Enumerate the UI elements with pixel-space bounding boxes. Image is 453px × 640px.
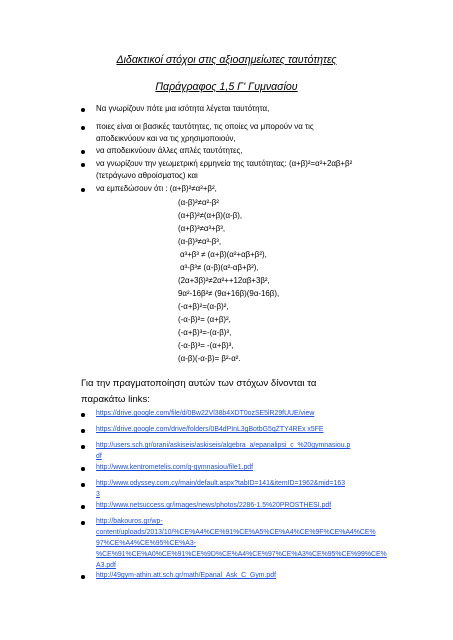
bullet-dot xyxy=(81,126,85,130)
page-title: Διδακτικοί στόχοι στις αξιοσημείωτες ταυτότητες xyxy=(116,54,337,66)
link-drive-folder[interactable]: https://drive.google.com/drive/folders/0B4dPInL3gBotbG5qZTY4REx x5FE xyxy=(96,426,324,433)
links-intro: Για την πραγματοποίηση αυτών των στόχων δίνονται τα xyxy=(81,378,317,389)
link-netsuccess[interactable]: http://www.netsuccess.gr/images/news/photos/2286-1.5%20PROSTHESI.pdf xyxy=(96,502,332,509)
bullet-text-continued: (τετράγωνο αθροίσματος) και xyxy=(96,171,198,180)
identity-line: (-α-β)³= -(α+β)³, xyxy=(178,341,234,350)
link-bullet xyxy=(81,575,85,579)
bullet-dot xyxy=(81,188,85,192)
bullet-text: να γνωρίζουν την γεωμετρική ερμηνεία της ταυτότητας: (α+β)²=α²+2αβ+β² xyxy=(96,159,353,168)
identity-line: 9α²-16β²≠ (9α+16β)(9α-16β), xyxy=(178,289,280,298)
identity-line: (α-β)(-α-β)= β²-α². xyxy=(178,354,241,363)
bullet-text: να αποδεικνύουν άλλες απλές ταυτότητες, xyxy=(96,146,243,155)
link-users-sch[interactable]: http://users.sch.gr/orani/askiseis/askiseis/algebra_a/epanalipsi_c_%20gymnasiou.p xyxy=(96,442,351,449)
identity-line: (α+β)²≠(α+β)(α-β), xyxy=(178,211,243,220)
bullet-text-continued: αποδεικνύουν και να τις χρησιμοποιούν, xyxy=(96,134,236,143)
identity-line: α³+β³ ≠ (α+β)(α²+αβ+β²), xyxy=(180,250,267,259)
identity-line: (-α-β)²= (α+β)², xyxy=(178,315,231,324)
link-bullet xyxy=(81,505,85,509)
bullet-dot xyxy=(81,108,85,112)
bullet-text: ποιες είναι οι βασικές ταυτότητες, τις οποίες να μπορούν να τις xyxy=(96,122,314,131)
link-bullet xyxy=(81,445,85,449)
identity-line: (-α+β)²=(α-β)², xyxy=(178,302,229,311)
link-bakouros-continued[interactable]: content/uploads/2013/10/%CE%A4%CE%91%CE%A5%CE%A4%CE%9F%CE%A4%CE% xyxy=(96,529,376,536)
identity-line: (-α+β)³=-(α-β)³, xyxy=(178,328,232,337)
link-bullet xyxy=(81,483,85,487)
link-bullet xyxy=(81,467,85,471)
link-bakouros-continued[interactable]: 97%CE%A4%CE%95%CE%A3- xyxy=(96,540,196,547)
bullet-dot xyxy=(81,150,85,154)
bullet-dot xyxy=(81,163,85,167)
link-users-sch-continued[interactable]: df xyxy=(96,453,102,460)
identity-line: (2α+3β)²≠2α²++12αβ+3β², xyxy=(178,276,270,285)
link-kentrometelis[interactable]: http://www.kentrometelis.com/g-gymnasiou/file1.pdf xyxy=(96,464,254,471)
identity-line: α³-β³≠ (α-β)(α²-αβ+β²), xyxy=(180,263,259,272)
link-49gym[interactable]: http://49gym-athin.att.sch.gr/math/Epanal_Ask_C_Gym.pdf xyxy=(96,572,277,579)
page-subtitle: Παράγραφος 1,5 Γ' Γυμνασίου xyxy=(155,81,298,93)
identity-line: (α+β)³≠α³+β³, xyxy=(178,224,226,233)
bullet-text: να εμπεδώσουν ότι : (α+β)²≠α²+β², xyxy=(96,184,217,193)
link-bakouros[interactable]: http://bakouros.gr/wp- xyxy=(96,518,163,525)
link-bakouros-continued[interactable]: A3.pdf xyxy=(96,562,116,569)
link-bullet xyxy=(81,413,85,417)
link-drive-file[interactable]: https://drive.google.com/file/d/0Bw22Vl38b4XDT0ozSE5lR29fUUE/view xyxy=(96,410,315,417)
link-odyssey-continued[interactable]: 3 xyxy=(96,491,100,498)
link-bullet xyxy=(81,521,85,525)
link-bakouros-continued[interactable]: %CE%91%CE%A0%CE%91%CE%9D%CE%A4%CE%97%CE%A3%CE%95%CE%99%CE% xyxy=(96,551,387,558)
identity-line: (α-β)²≠α²-β² xyxy=(178,198,219,207)
link-bullet xyxy=(81,429,85,433)
link-odyssey[interactable]: http://www.odyssey.com.cy/main/default.aspx?tabID=141&itemID=1962&mid=163 xyxy=(96,480,346,487)
bullet-text: Να γνωρίζουν πότε μια ισότητα λέγεται ταυτότητα, xyxy=(96,104,270,113)
identity-line: (α-β)³≠α³-β³, xyxy=(178,237,222,246)
links-intro-continued: παρακάτω links: xyxy=(81,394,150,405)
